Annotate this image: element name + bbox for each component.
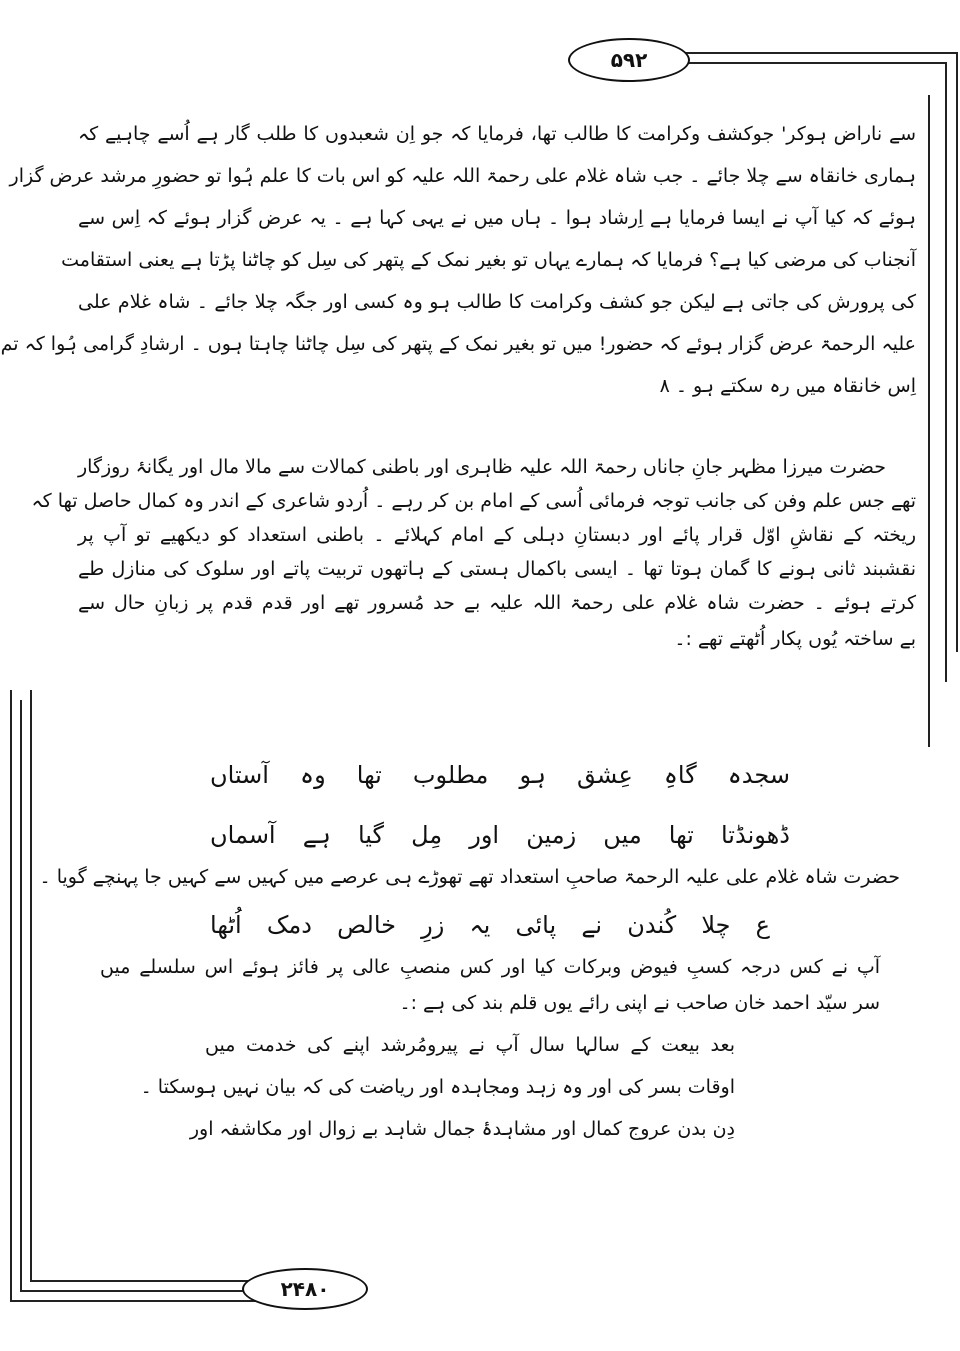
quote-line: دِن بدن عروج کمال اور مشاہدۂ جمال شاہد بے زوال اور مکاشفہ اور [189, 1118, 735, 1140]
paragraph2-line: کرتے ہوئے ۔ حضرت شاہ غلام علی رحمۃ اللہ علیہ بے حد مُسرور تھے اور قدم قدم پر زبانِ حال سے [78, 592, 916, 614]
frame-left-line-1 [10, 690, 12, 1302]
frame-bottom-line-1 [30, 1280, 260, 1282]
paragraph3-line: حضرت شاہ غلام علی علیہ الرحمۃ صاحبِ استعداد تھے تھوڑے ہی عرصے میں کہیں سے کہیں جا پہنچے گویا ۔ [39, 866, 900, 888]
frame-left-line-2 [20, 700, 22, 1292]
paragraph2-line: ریختہ کے نقاشِ اوّل قرار پائے اور دبستانِ دہلی کے امام کہلائے ۔ باطنی استعداد کو دیکھیے تو آپ پر [78, 524, 916, 546]
frame-top-line-2 [680, 62, 946, 64]
paragraph2-line: نقشبند ثانی ہونے کا گمان ہوتا تھا ۔ ایسی باکمال ہستی کے ہاتھوں تربیت پاتے اور سلوک کی منازل طے [78, 558, 916, 580]
paragraph2-line: بے ساختہ یُوں پکار اُٹھتے تھے :۔ [674, 628, 916, 650]
frame-bottom-line-2 [20, 1290, 260, 1292]
paragraph2-line: حضرت میرزا مظہر جانِ جاناں رحمۃ اللہ علیہ ظاہری اور باطنی کمالات سے مالا مال اور یگانۂ روزگار [78, 456, 886, 478]
quote-line: اوقات بسر کی اور وہ زہد ومجاہدہ اور ریاضت کی کہ بیان نہیں ہوسکتا ۔ [140, 1076, 735, 1098]
frame-bottom-line-3 [10, 1300, 260, 1302]
paragraph2-line: تھے جس علم وفن کی جانب توجہ فرمائی اُسی کے امام بن کر رہے ۔ اُردو شاعری کے اندر وہ کمال حاصل تھا کہ [31, 490, 916, 512]
misra-line: ع چلا کُندن نے پائی یہ زرِ خالص دمک اُٹھا [210, 911, 770, 939]
paragraph1-line: سے ناراض ہوکر' جوکشف وکرامت کا طالب تھا، فرمایا کہ جو اِن شعبدوں کا طلب گار ہے اُسے چاہیے کہ [78, 123, 916, 145]
paragraph4-line: سر سیّد احمد خان صاحب نے اپنی رائے یوں قلم بند کی ہے :۔ [399, 992, 880, 1014]
paragraph1-line: کی پرورش کی جاتی ہے لیکن جو کشف وکرامت کا طالب ہو وہ کسی اور جگہ چلا جائے ۔ شاہ غلام علی [78, 291, 916, 313]
frame-left-line-3 [30, 690, 32, 1282]
paragraph1-line: علیہ الرحمۃ عرض گزار ہوئے کہ حضور! میں تو بغیر نمک کے پتھر کی سِل چاٹنا چاہتا ہوں ۔ ارشادِ گرامی ہُوا کہ تم [0, 333, 916, 355]
paragraph1-line: ہماری خانقاہ سے چلا جائے ۔ جب شاہ غلام علی رحمۃ اللہ علیہ کو اس بات کا علم ہُوا تو حضورِ مرشد عرض گزار [9, 165, 916, 187]
couplet-line: سجدہ گاہِ عِشق ہو مطلوب تھا وہ آستاں [210, 761, 790, 789]
page-number-bottom-text: ۲۴۸۰ [280, 1277, 330, 1301]
frame-right-line-3 [928, 95, 930, 747]
quote-line: بعد بیعت کے سالہا سال آپ نے پیرومُرشد اپنے کی خدمت میں [205, 1034, 735, 1056]
paragraph1-line: آنجناب کی مرضی کیا ہے؟ فرمایا کہ ہمارے یہاں تو بغیر نمک کے پتھر کی سِل کو چاٹنا پڑتا ہے یعنی استقامت [61, 249, 916, 271]
page-number-bottom [242, 1268, 368, 1310]
paragraph1-line: اِس خانقاہ میں رہ سکتے ہو ۔ ۸ [659, 375, 916, 397]
page-number-top-text: ۵۹۲ [610, 48, 648, 72]
paragraph4-line: آپ نے کس درجہ کسبِ فیوض وبرکات کیا اور کس منصبِ عالی پر فائز ہوئے اس سلسلے میں [100, 956, 880, 978]
page-number-top [568, 38, 690, 82]
frame-right-line-1 [956, 52, 958, 652]
couplet-line: ڈھونڈتا تھا میں زمین اور مِل گیا ہے آسماں [210, 821, 790, 849]
frame-right-line-2 [945, 62, 947, 682]
paragraph1-line: ہوئے کہ کیا آپ نے ایسا فرمایا ہے اِرشاد ہوا ۔ ہاں میں نے یہی کہا ہے ۔ یہ عرض گزار ہوئے کہ اِس سے [78, 207, 916, 229]
frame-top-line-1 [680, 52, 958, 54]
